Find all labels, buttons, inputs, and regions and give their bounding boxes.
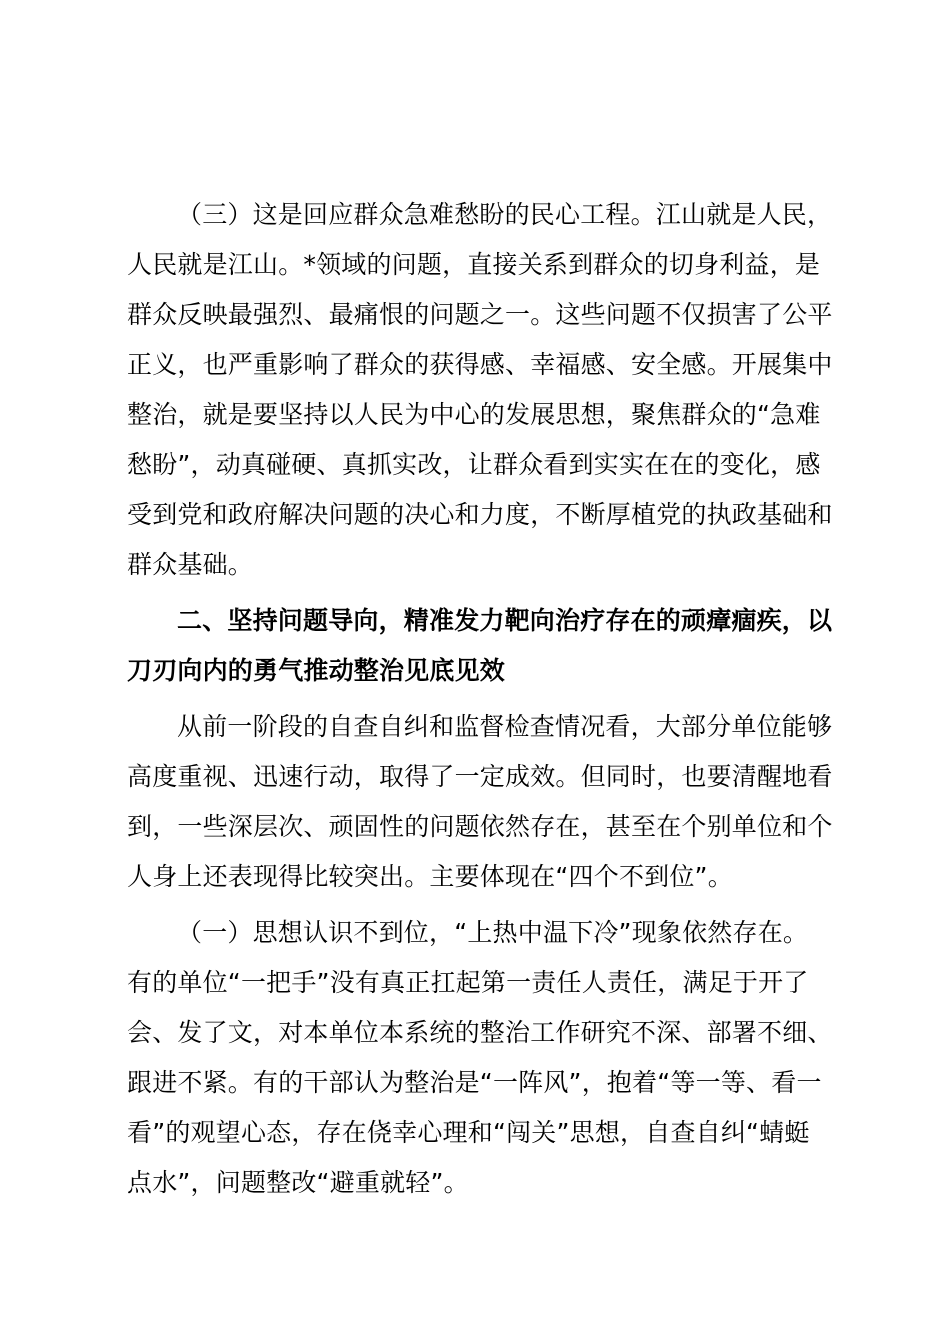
document-body [127,190,833,1208]
section-heading-two: 二、坚持问题导向，精准发力靶向治疗存在的顽瘴痼疾，以刀刃向内的勇气推动整治见底见效 [127,606,833,685]
paragraph-section-three: （三）这是回应群众急难愁盼的民心工程。江山就是人民，人民就是江山。*领域的问题，直接关系到群众的切身利益，是群众反映最强烈、最痛恨的问题之一。这些问题不仅损害了公平正义，也严重影响了群众的获得感、幸福感、安全感。开展集中整治，就是要坚持以人民为中心的发展思想，聚焦群众的“急难愁盼”，动真碰硬、真抓实改，让群众看到实实在在的变化，感受到党和政府解决问题的决心和力度，不断厚植党的执政基础和群众基础。 [127,200,833,579]
paragraph-item-one: （一）思想认识不到位，“上热中温下冷”现象依然存在。有的单位“一把手”没有真正扛起第一责任人责任，满足于开了会、发了文，对本单位本系统的整治工作研究不深、部署不细、跟进不紧。有的干部认为整治是“一阵风”，抱着“等一等、看一看”的观望心态，存在侥幸心理和“闯关”思想，自查自纠“蜻蜓点水”，问题整改“避重就轻”。 [127,918,833,1197]
paragraph-assessment: 从前一阶段的自查自纠和监督检查情况看，大部分单位能够高度重视、迅速行动，取得了一定成效。但同时，也要清醒地看到，一些深层次、顽固性的问题依然存在，甚至在个别单位和个人身上还表现得比较突出。主要体现在“四个不到位”。 [127,712,833,891]
